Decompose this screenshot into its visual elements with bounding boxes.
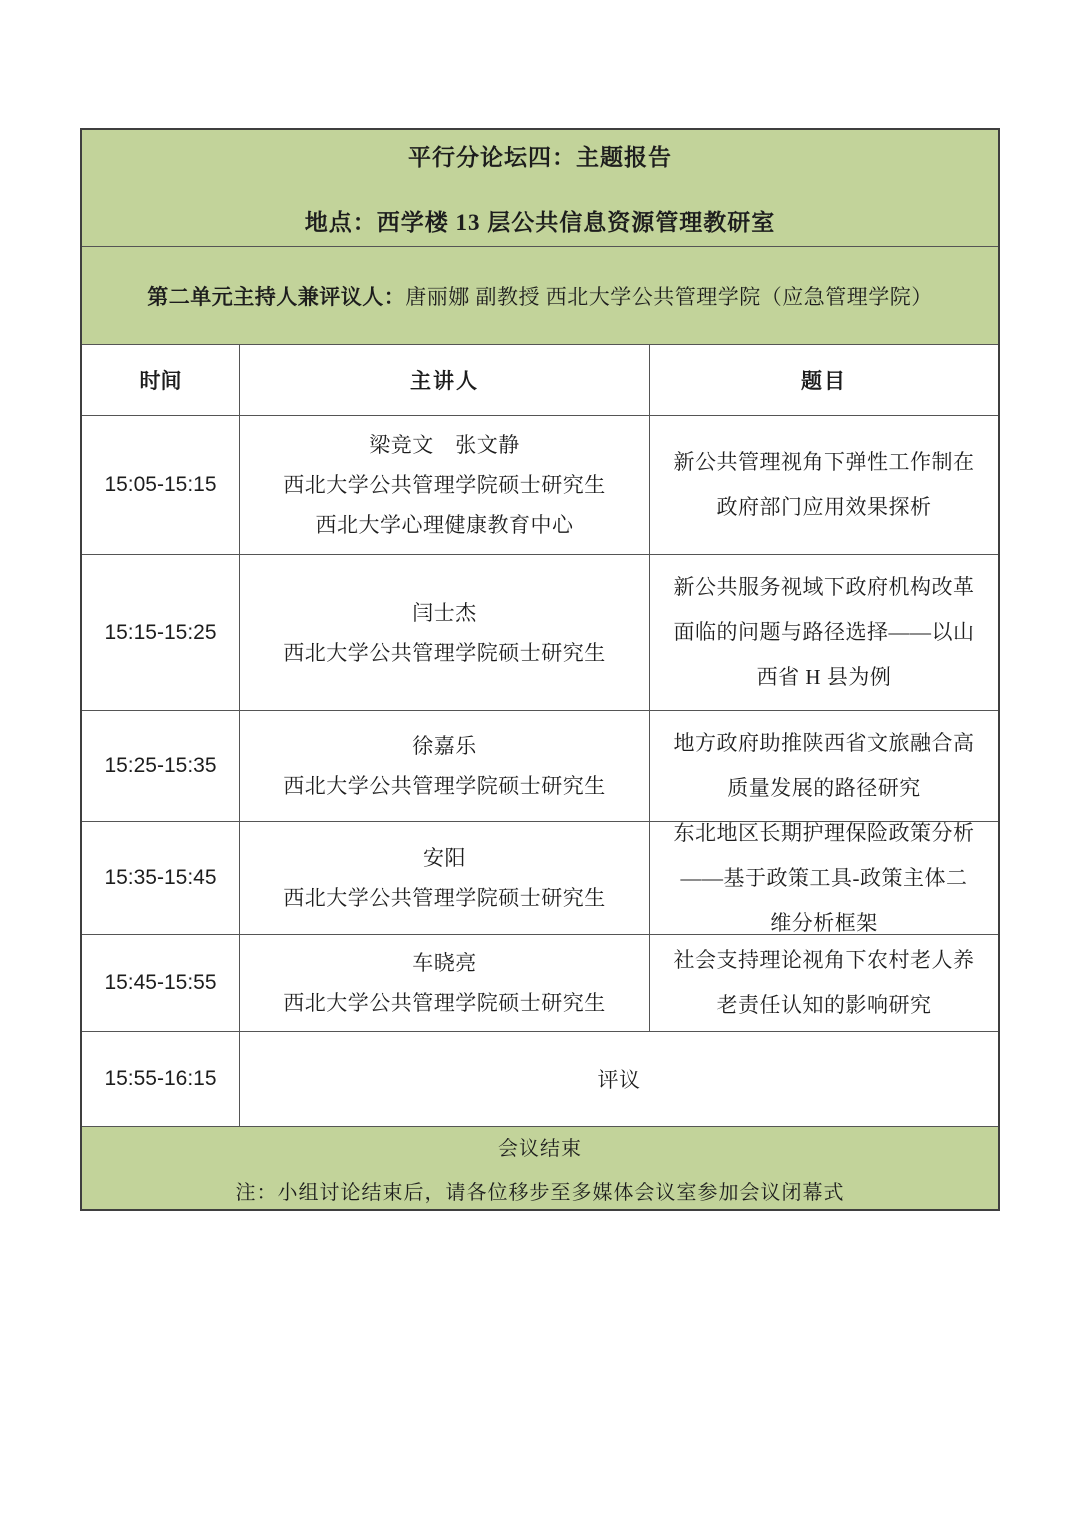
- speaker-cell: [240, 711, 650, 821]
- speaker-line: 西北大学心理健康教育中心: [315, 513, 574, 537]
- column-header-topic: 题目: [801, 369, 847, 393]
- topic-cell: [650, 935, 998, 1031]
- time-cell: 15:55-16:15: [82, 1032, 240, 1126]
- schedule-table: [80, 128, 1000, 1211]
- topic-text: 东北地区长期护理保险政策分析——基于政策工具-政策主体二维分析框架: [673, 820, 975, 935]
- table-row: [82, 935, 998, 1032]
- topic-cell: [650, 822, 998, 934]
- speaker-line: 西北大学公共管理学院硕士研究生: [283, 640, 606, 665]
- speaker-line: 闫士杰: [412, 600, 477, 625]
- topic-cell: [650, 555, 998, 710]
- table-row: [82, 555, 998, 711]
- speaker-cell: [240, 822, 650, 934]
- table-row: [82, 822, 998, 935]
- time-cell: 15:45-15:55: [82, 935, 240, 1031]
- column-header-speaker: 主讲人: [240, 345, 650, 415]
- topic-text: 新公共服务视域下政府机构改革面临的问题与路径选择——以山西省 H 县为例: [673, 575, 975, 689]
- review-row: [82, 1032, 998, 1127]
- time-cell: 15:15-15:25: [82, 555, 240, 710]
- speaker-line: 安阳: [423, 846, 466, 870]
- forum-location: 地点：西学楼 13 层公共信息资源管理教研室: [304, 210, 776, 235]
- speaker-line: 徐嘉乐: [412, 734, 477, 758]
- speaker-line: 西北大学公共管理学院硕士研究生: [283, 774, 606, 798]
- time-cell: 15:05-15:15: [82, 416, 240, 554]
- table-header-row: [82, 345, 998, 416]
- review-cell: 评议: [597, 1068, 641, 1092]
- topic-text: 地方政府助推陕西省文旅融合高质量发展的路径研究: [673, 731, 975, 800]
- speaker-line: 西北大学公共管理学院硕士研究生: [283, 473, 606, 497]
- speaker-line: 西北大学公共管理学院硕士研究生: [283, 886, 606, 910]
- time-cell: 15:35-15:45: [82, 822, 240, 934]
- forum-title-block: [82, 130, 998, 247]
- moderator-label: 第二单元主持人兼评议人：: [147, 284, 406, 309]
- speaker-line: 梁竞文 张文静: [369, 433, 520, 457]
- speaker-line: 车晓亮: [412, 951, 477, 975]
- meeting-end-note: 会议结束: [498, 1137, 582, 1160]
- time-cell: 15:25-15:35: [82, 711, 240, 821]
- topic-text: 社会支持理论视角下农村老人养老责任认知的影响研究: [673, 948, 975, 1017]
- topic-text: 新公共管理视角下弹性工作制在政府部门应用效果探析: [673, 450, 975, 519]
- moderator-value: 唐丽娜 副教授 西北大学公共管理学院（应急管理学院）: [405, 284, 933, 309]
- table-row: [82, 416, 998, 555]
- table-row: [82, 711, 998, 822]
- closing-ceremony-note: 注：小组讨论结束后，请各位移步至多媒体会议室参加会议闭幕式: [235, 1181, 845, 1204]
- speaker-cell: [240, 935, 650, 1031]
- footer-block: [82, 1127, 998, 1209]
- topic-cell: [650, 711, 998, 821]
- speaker-cell: [240, 555, 650, 710]
- forum-title: 平行分论坛四：主题报告: [408, 145, 672, 170]
- topic-cell: [650, 416, 998, 554]
- speaker-cell: [240, 416, 650, 554]
- column-header-time: 时间: [82, 345, 240, 415]
- speaker-line: 西北大学公共管理学院硕士研究生: [283, 991, 606, 1015]
- moderator-row: [82, 247, 998, 345]
